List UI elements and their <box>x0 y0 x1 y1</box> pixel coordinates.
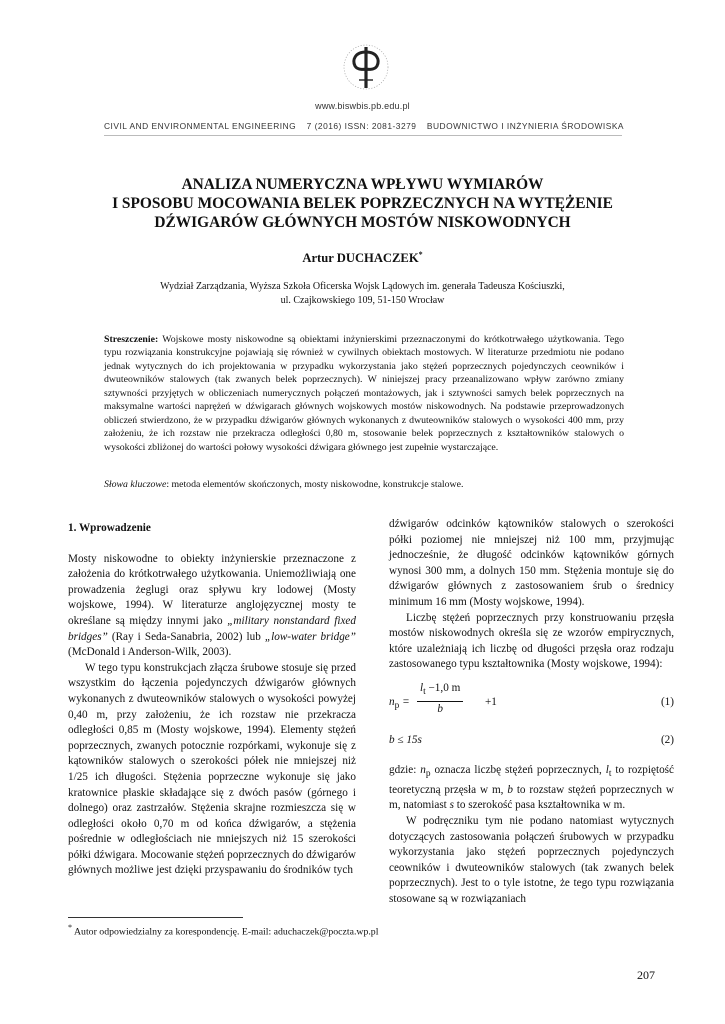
abstract <box>104 333 624 454</box>
equation-2 <box>389 733 674 755</box>
paragraph-text: gdzie: <box>389 763 421 776</box>
affiliation-line: ul. Czajkowskiego 109, 51-150 Wrocław <box>280 295 445 306</box>
quote-low-water: „low-water bridge” <box>264 630 356 643</box>
author-mark: * <box>418 250 423 259</box>
eq1-label: (1) <box>660 695 674 708</box>
paragraph-text: (Ray i Seda-Sanabria, 2002) lub <box>107 630 265 643</box>
eq1-den: b <box>437 702 443 715</box>
eq1-num-rest: −1,0 m <box>425 681 461 694</box>
page-number: 207 <box>637 968 655 982</box>
var-np-sub: p <box>425 769 431 780</box>
paragraph-text: Mosty niskowodne to obiekty inżynierskie przeznaczone z założenia do krótkotrwałego użytkowania. Uniemożliwiają one prowadzenia żeglugi oraz spływu kry lodowej (Mosty wojskowe, 1994). W literaturze anglojęzycznej mosty te określane są między innymi jako <box>68 552 356 627</box>
affiliation-line: Wydział Zarządzania, Wyższa Szkoła Oficerska Wojsk Lądowych im. generała Tadeusza Kościuszki, <box>160 281 565 292</box>
paragraph: Liczbę stężeń poprzecznych przy konstruowaniu przęsła mostów niskowodnych określa się ze wzorów empirycznych, które uzależniają ich liczbę od długości przęsła oraz rodzaju zastosowanego typu kształtownika (Mosty wojskowe, 1994): <box>389 611 674 671</box>
title-line: ANALIZA NUMERYCZNA WPŁYWU WYMIARÓW <box>181 176 544 193</box>
footnote <box>68 923 588 937</box>
eq1-fraction <box>417 681 463 717</box>
header-divider <box>104 135 622 136</box>
equation-1: $n_p$ = $\frac{l_t -1,0 m}{b}$ +1 (1) <box>389 683 674 727</box>
affiliation <box>0 280 725 308</box>
paragraph: dźwigarów odcinków kątowników stalowych o szerokości półki poziomej nie mniejszej niż 100 mm, przyjmując jednocześnie, że długość odcinków kątowników górnych wynosi 300 mm, a dolnych 150 mm. Stężenia montuje się do dźwigarów głównych z zastosowaniem śrub o średnicy minimum 16 mm (Mosty wojskowe, 1994). <box>389 518 674 608</box>
paragraph: W tego typu konstrukcjach złącza śrubowe stosuje się przed wszystkim do łączenia pojedynczych dźwigarów głównych wykonanych z dwuteowników stalowych o wysokości powyżej 0,40 m, przy założeniu, że ich rozstaw nie przekracza odległości 0,85 m (Mosty wojskowe, 1994). Elementy stężeń poprzecznych, zwanych potocznie rozpórkami, wykonuje się z kątowników stalowych o szerokości półek nie mniejszej niż 1/25 ich długości. Stężenia poprzeczne wykonuje się jako kratownice płaskie składające się z dwóch pasów (górnego i dolnego) oraz zastrzałów. Stężenia skrajne rozmieszcza się w odległości około 0,70 m od końca dźwigarów, a stężenia pośrednie w odległościach nie mniejszych niż 15 szerokości półki dźwigara. Mocowanie stężeń poprzecznych do dźwigarów głównych możliwe jest dzięki przyspawaniu do środników tych <box>68 661 356 877</box>
paragraph: W podręczniku tym nie podano natomiast wytycznych dotyczących zastosowania połączeń śrubowych w przypadku wykorzystania jako stężeń poprzecznych pojedynczych ceowników i dwuteowników stalowych (tak zwanych belek poprzecznych). Jest to o tyle istotne, że tego typu rozwiązania stosowane są w rozwiązaniach <box>389 814 674 905</box>
title-line: I SPOSOBU MOCOWANIA BELEK POPRZECZNYCH NA WYTĘŻENIE <box>112 195 613 212</box>
title-line: DŹWIGARÓW GŁÓWNYCH MOSTÓW NISKOWODNYCH <box>154 214 571 231</box>
paragraph-text: to szerokość pasa kształtownika w m. <box>453 799 626 812</box>
quote-military: „military nonstandard fixed bridges” <box>68 614 356 643</box>
var-lt: l <box>605 763 609 776</box>
footnote-mark: * <box>68 923 73 932</box>
journal-issue: 7 (2016) ISSN: 2081-3279 <box>306 121 417 131</box>
var-s: s <box>449 799 454 812</box>
journal-name-en: CIVIL AND ENVIRONMENTAL ENGINEERING <box>104 121 297 131</box>
abstract-label: Streszczenie: <box>104 334 159 345</box>
eq1-lhs-sub: p <box>394 701 400 712</box>
journal-header <box>104 121 624 131</box>
keywords-label: Słowa kluczowe <box>104 479 167 490</box>
var-lt-sub: t <box>608 769 612 780</box>
eq1-plus: +1 <box>485 695 497 708</box>
left-column <box>68 521 356 879</box>
keywords-text: : metoda elementów skończonych, mosty niskowodne, konstrukcje stalowe. <box>166 479 464 490</box>
abstract-text: Wojskowe mosty niskowodne są obiektami inżynierskimi przeznaczonymi do krótkotrwałego użytkowania. Tego typu rozwiązania konstrukcyjne pojawiają się również w cywilnych obiektach mostowych. W literaturze przedmiotu nie podano jednak wytycznych do ich projektowania w przypadku wykorzystania jako stężeń poprzecznych pojedynczych ceowników i dwuteowników stalowych (tak zwanych belek poprzecznych). W niniejszej pracy przeanalizowano wpływ zarówno zmiany sztywności przyjętych w obliczeniach numerycznych połączeń montażowych, jak i sztywności samych belek poprzecznych na maksymalne wartości naprężeń w dźwigarach głównych wojskowych mostów niskowodnych. Na podstawie przeprowadzonych obliczeń stwierdzono, że w przypadku dźwigarów głównych wykonanych z dwuteowników stalowych o wysokości 400 mm, przy założeniu, że ich rozstaw nie przekracza odległości 0,80 m, stosowanie belek poprzecznych z kształtowników stalowych o wysokości zbliżonej do wartości połowy wysokości dźwigara głównego jest zupełnie wystarczające. <box>104 334 624 453</box>
var-b: b <box>507 783 513 796</box>
right-column <box>389 517 674 908</box>
journal-name-pl: BUDOWNICTWO I INŻYNIERIA ŚRODOWISKA <box>426 121 624 131</box>
journal-url[interactable]: www.biswbis.pb.edu.pl <box>315 101 410 111</box>
paragraph-text: to rozstaw stężeń poprzecznych w m, natomiast <box>389 783 674 812</box>
eq1-lhs: n <box>389 695 395 708</box>
paragraph-text: (McDonald i Anderson-Wilk, 2003). <box>68 646 232 659</box>
footnote-divider <box>68 917 243 918</box>
section-heading: 1. Wprowadzenie <box>68 522 151 534</box>
paper-title <box>70 175 655 232</box>
paragraph <box>389 763 674 814</box>
footnote-text: Autor odpowiedzialny za korespondencję. E-mail: aduchaczek@poczta.wp.pl <box>72 926 379 938</box>
paragraph <box>68 552 356 661</box>
eq2-expr: b ≤ 15s <box>389 733 422 746</box>
university-logo <box>337 38 395 96</box>
eq1-num-sub: t <box>423 687 426 698</box>
keywords <box>104 479 624 490</box>
eq2-label: (2) <box>660 733 674 746</box>
paragraph-text: oznacza liczbę stężeń poprzecznych, <box>430 763 606 776</box>
paragraph-text: to rozpiętość teoretyczną przęsła w m, <box>389 763 674 796</box>
author-name: Artur DUCHACZEK <box>302 251 419 266</box>
eq1-num-var: l <box>420 681 424 694</box>
var-np: n <box>420 763 426 776</box>
author <box>0 250 725 266</box>
